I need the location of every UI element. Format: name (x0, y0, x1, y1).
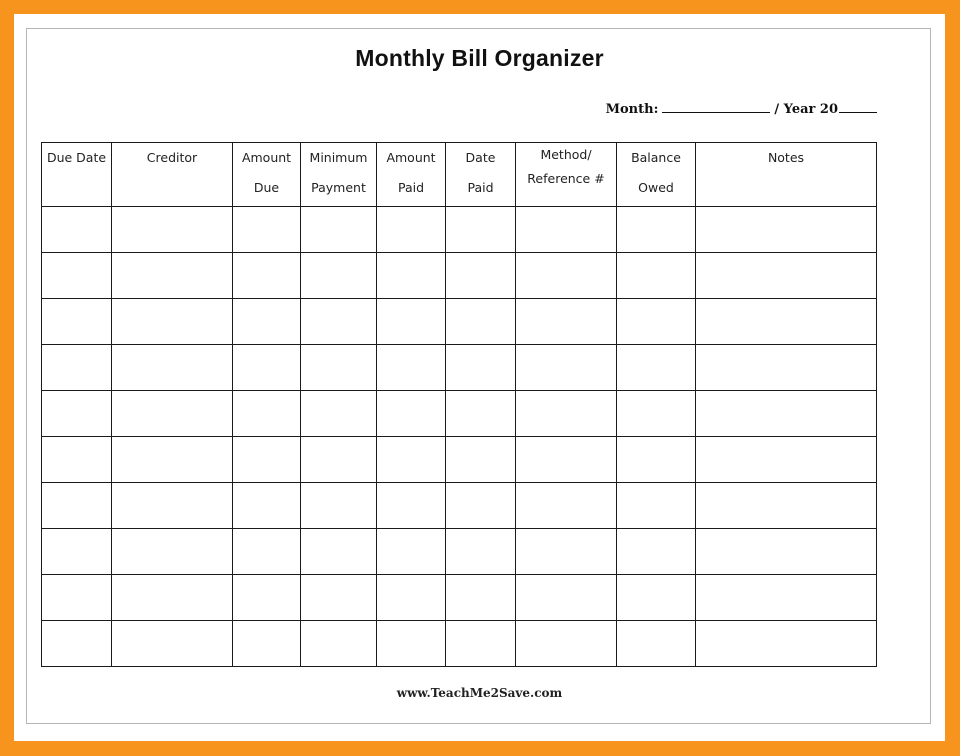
header-line: Creditor (146, 150, 198, 165)
header-amount-paid (377, 143, 446, 207)
bill-organizer-sheet (14, 14, 945, 741)
table-cell-due-date[interactable] (42, 437, 112, 483)
header-date-paid (446, 143, 516, 207)
table-cell-creditor[interactable] (112, 621, 233, 667)
table-cell-notes[interactable] (696, 621, 877, 667)
header-line: Method/ (540, 147, 592, 162)
header-line: Reference # (527, 171, 605, 186)
table-cell-amount-paid[interactable] (377, 299, 446, 345)
header-creditor (112, 143, 233, 207)
header-line: Paid (397, 180, 425, 195)
table-cell-balance-owed[interactable] (617, 253, 696, 299)
table-cell-amount-due[interactable] (233, 253, 301, 299)
table-cell-minimum-payment[interactable] (301, 299, 377, 345)
header-line: Minimum (309, 150, 368, 165)
table-cell-due-date[interactable] (42, 483, 112, 529)
table-cell-amount-paid[interactable] (377, 529, 446, 575)
table-cell-date-paid[interactable] (446, 391, 516, 437)
table-cell-amount-paid[interactable] (377, 207, 446, 253)
table-cell-minimum-payment[interactable] (301, 253, 377, 299)
header-method-reference (516, 143, 617, 207)
table-cell-balance-owed[interactable] (617, 621, 696, 667)
table-cell-date-paid[interactable] (446, 575, 516, 621)
table-cell-date-paid[interactable] (446, 299, 516, 345)
table-cell-notes[interactable] (696, 253, 877, 299)
header-line: Date (465, 150, 496, 165)
table-cell-amount-due[interactable] (233, 621, 301, 667)
month-year-line (606, 100, 877, 117)
table-cell-amount-paid[interactable] (377, 345, 446, 391)
footer-url: www.TeachMe2Save.com (396, 686, 563, 700)
table-cell-minimum-payment[interactable] (301, 437, 377, 483)
header-minimum-payment (301, 143, 377, 207)
table-cell-due-date[interactable] (42, 575, 112, 621)
table-row (42, 207, 877, 253)
month-label: Month: (605, 102, 659, 117)
table-cell-method-reference[interactable] (516, 529, 617, 575)
table-cell-amount-paid[interactable] (377, 253, 446, 299)
header-line: Amount (386, 150, 436, 165)
table-cell-creditor[interactable] (112, 253, 233, 299)
table-cell-due-date[interactable] (42, 207, 112, 253)
table-cell-amount-paid[interactable] (377, 391, 446, 437)
table-row (42, 437, 877, 483)
table-cell-amount-paid[interactable] (377, 621, 446, 667)
table-cell-amount-due[interactable] (233, 299, 301, 345)
table-cell-amount-due[interactable] (233, 575, 301, 621)
table-cell-method-reference[interactable] (516, 575, 617, 621)
table-cell-creditor[interactable] (112, 391, 233, 437)
table-cell-notes[interactable] (696, 437, 877, 483)
table-cell-method-reference[interactable] (516, 621, 617, 667)
table-row (42, 345, 877, 391)
table-cell-creditor[interactable] (112, 207, 233, 253)
table-cell-date-paid[interactable] (446, 345, 516, 391)
table-row (42, 621, 877, 667)
table-cell-amount-due[interactable] (233, 437, 301, 483)
table-cell-date-paid[interactable] (446, 483, 516, 529)
table-cell-notes[interactable] (696, 345, 877, 391)
header-row (42, 143, 877, 207)
table-cell-creditor[interactable] (112, 345, 233, 391)
table-row (42, 391, 877, 437)
header-amount-due (233, 143, 301, 207)
year-label: / Year 20 (774, 102, 838, 117)
header-line: Amount (241, 150, 292, 165)
table-cell-due-date[interactable] (42, 345, 112, 391)
table-row (42, 529, 877, 575)
table-row (42, 299, 877, 345)
header-due-date (42, 143, 112, 207)
month-blank-field[interactable] (662, 100, 770, 113)
table-cell-notes[interactable] (696, 391, 877, 437)
table-cell-minimum-payment[interactable] (301, 207, 377, 253)
table-cell-creditor[interactable] (112, 529, 233, 575)
table-row (42, 575, 877, 621)
table-cell-method-reference[interactable] (516, 483, 617, 529)
table-cell-method-reference[interactable] (516, 299, 617, 345)
header-line: Due Date (46, 150, 107, 165)
table-cell-notes[interactable] (696, 299, 877, 345)
table-cell-minimum-payment[interactable] (301, 575, 377, 621)
table-cell-amount-paid[interactable] (377, 483, 446, 529)
table-cell-date-paid[interactable] (446, 529, 516, 575)
table-cell-creditor[interactable] (112, 575, 233, 621)
table-cell-amount-paid[interactable] (377, 437, 446, 483)
table-cell-notes[interactable] (696, 529, 877, 575)
bill-table (41, 142, 877, 667)
table-cell-date-paid[interactable] (446, 253, 516, 299)
table-cell-balance-owed[interactable] (617, 529, 696, 575)
table-cell-balance-owed[interactable] (617, 207, 696, 253)
header-line: Notes (767, 150, 805, 165)
table-cell-balance-owed[interactable] (617, 391, 696, 437)
table-cell-creditor[interactable] (112, 483, 233, 529)
table-cell-amount-due[interactable] (233, 391, 301, 437)
table-cell-method-reference[interactable] (516, 345, 617, 391)
table-cell-balance-owed[interactable] (617, 437, 696, 483)
table-cell-method-reference[interactable] (516, 437, 617, 483)
table-cell-date-paid[interactable] (446, 437, 516, 483)
table-cell-creditor[interactable] (112, 299, 233, 345)
table-cell-due-date[interactable] (42, 253, 112, 299)
table-cell-notes[interactable] (696, 575, 877, 621)
header-line: Payment (311, 180, 366, 195)
table-cell-amount-paid[interactable] (377, 575, 446, 621)
table-cell-method-reference[interactable] (516, 207, 617, 253)
table-row (42, 253, 877, 299)
table-cell-minimum-payment[interactable] (301, 345, 377, 391)
table-cell-amount-due[interactable] (233, 529, 301, 575)
table-cell-date-paid[interactable] (446, 621, 516, 667)
header-line: Due (253, 180, 280, 195)
table-cell-due-date[interactable] (42, 299, 112, 345)
table-cell-date-paid[interactable] (446, 207, 516, 253)
table-cell-minimum-payment[interactable] (301, 391, 377, 437)
table-cell-creditor[interactable] (112, 437, 233, 483)
table-cell-balance-owed[interactable] (617, 345, 696, 391)
header-notes (696, 143, 877, 207)
header-line: Balance (631, 150, 681, 165)
table-cell-due-date[interactable] (42, 391, 112, 437)
table-cell-method-reference[interactable] (516, 391, 617, 437)
header-balance-owed (617, 143, 696, 207)
table-cell-amount-due[interactable] (233, 207, 301, 253)
table-cell-notes[interactable] (696, 483, 877, 529)
table-body (42, 207, 877, 667)
header-line: Owed (638, 180, 674, 195)
table-cell-method-reference[interactable] (516, 253, 617, 299)
table-row (42, 483, 877, 529)
header-line: Paid (467, 180, 494, 195)
table-cell-minimum-payment[interactable] (301, 621, 377, 667)
table-cell-minimum-payment[interactable] (301, 529, 377, 575)
table-cell-amount-due[interactable] (233, 483, 301, 529)
year-blank-field[interactable] (839, 100, 877, 113)
table-cell-balance-owed[interactable] (617, 483, 696, 529)
table-cell-notes[interactable] (696, 207, 877, 253)
table-cell-amount-due[interactable] (233, 345, 301, 391)
table-cell-minimum-payment[interactable] (301, 483, 377, 529)
table-cell-balance-owed[interactable] (617, 575, 696, 621)
page-title: Monthly Bill Organizer (355, 45, 604, 71)
table-cell-due-date[interactable] (42, 621, 112, 667)
table-cell-balance-owed[interactable] (617, 299, 696, 345)
table-cell-due-date[interactable] (42, 529, 112, 575)
